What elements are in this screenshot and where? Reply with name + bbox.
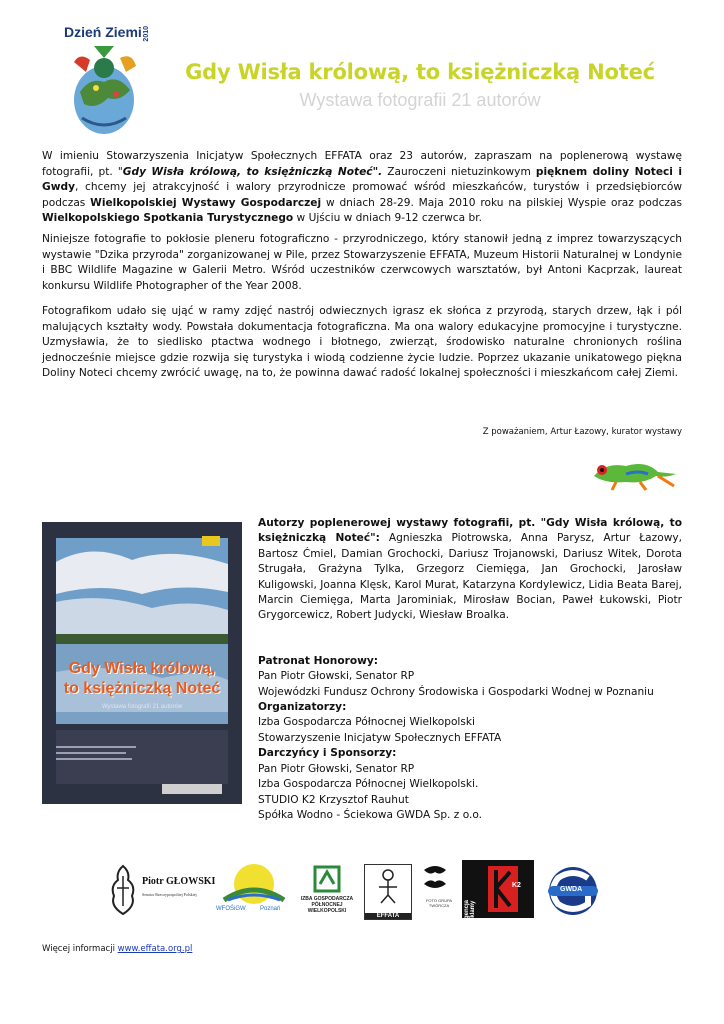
izba-label: IZBA GOSPODARCZA PÓŁNOCNEJ WIELKOPOLSKI (300, 896, 354, 914)
sponsor-item: STUDIO K2 Krzysztof Rauhut (258, 793, 409, 806)
gwda-logo (540, 864, 606, 918)
izba-emblem-icon (312, 864, 342, 894)
effata-label: EFFATA (365, 913, 411, 919)
agencja-label: Agencja reklamy (464, 900, 476, 924)
glowski-name: Piotr GŁOWSKI (142, 876, 216, 887)
page-title: Gdy Wisła królową, to księżniczką Noteć (185, 60, 655, 84)
logo-year: 2010 (143, 26, 150, 42)
glowski-sub: Senator Rzeczypospolitej Polskiej (142, 892, 197, 897)
intro-paragraph-2: Niniejsze fotografie to pokłosie pleneru fotograficzno - przyrodniczego, który stanowił jedną z imprez towarzyszących wystawie "Dzika przyroda" zorganizowanej w Pile, przez Stowarzyszenie EFFATA, Muzeum Historii Naturalnej w Londynie i BBC Wildlife Magazine w Galerii Metro. Wśród uczestników czerwcowych warsztatów, był Antoni Kacprzak, laureat konkursu Wildlife Photographer of the Year 2008. (42, 233, 682, 292)
sponsor-item: Izba Gospodarcza Północnej Wielkopolski. (258, 778, 479, 791)
patronage-item: Pan Piotr Głowski, Senator RP (258, 670, 415, 683)
k2-logo (462, 860, 534, 924)
sponsor-item: Pan Piotr Głowski, Senator RP (258, 762, 415, 775)
poster-title-line-2: to księżniczką Noteć (63, 680, 221, 697)
intro-paragraph-1: W imieniu Stowarzyszenia Inicjatyw Społecznych EFFATA oraz 23 autorów, zapraszam na poplenerową wystawę fotografii, pt. "Gdy Wisła królową, to księżniczką Noteć". Zauroczeni nietuzinkowym pięknem doliny Noteci i Gwdy, chcemy jej atrakcyjność i walory przyrodnicze promować wśród mieszkańców, turystów i przedsiębiorców podczas Wielkopolskiej Wystawy Gospodarczej w dniach 28-29. Maja 2010 roku na pilskiej Wyspie oraz podczas Wielkopolskiego Spotkania Turystycznego w Ujściu w dniach 9-12 czerwca br. (42, 150, 683, 225)
effata-figure-icon (365, 865, 411, 905)
k2-label: K2 (512, 882, 521, 889)
footer-label: Więcej informacji (42, 944, 118, 954)
sponsors-heading: Darczyńcy i Sponsorzy: (258, 747, 397, 760)
patronage-heading: Patronat Honorowy: (258, 654, 379, 667)
credits-column (258, 516, 682, 823)
intro-paragraph-3: Fotografikom udało się ująć w ramy zdjęć nastrój odwiecznych igrasz ek słońca z przyrodą, starych drzew, łąk i pól malujących kształty wody. Powstała dokumentacja fotograficzna. Ma ona walory edukacyjne promocyjne i turystyczne. Uzmysławia, że to siedlisko ptactwa wodnego i błotnego, zwierząt, środowisko naturalne chronionych roślina jednocześnie miejsce gdzie rozwija się turystyka i wiodą codzienne życie ludzie. Poprzez ukazanie unikatowego piękna Doliny Noteci chcemy zwrócić uwagę, na to, że powinna dawać radość lokalnej społeczności i mieszkańcom całej Ziemi. (42, 305, 682, 380)
foto-group-icon (420, 862, 450, 896)
foto-logo (420, 862, 456, 920)
exhibition-poster (42, 522, 242, 804)
wfosigw-logo (214, 860, 294, 922)
organizers-heading: Organizatorzy: (258, 701, 347, 714)
sponsor-logos (108, 860, 608, 922)
wfosigw-label: WFOŚiGW (216, 906, 246, 912)
footer (42, 944, 192, 954)
eagle-crest-icon (108, 862, 138, 918)
signature: Z poważaniem, Artur Łazowy, kurator wystawy (482, 427, 682, 437)
poster-subtitle: Wystawa fotografii 21 autorów (101, 704, 183, 710)
sun-icon (214, 860, 294, 904)
effata-logo (364, 864, 412, 920)
logo-title: Dzień Ziemi (64, 24, 142, 40)
gwda-label: GWDA (560, 886, 583, 893)
authors-paragraph (258, 516, 682, 624)
authors-heading: Autorzy poplenerowej wystawy fotografii, pt. "Gdy Wisła królową, to księżniczką Noteć": (258, 517, 682, 545)
patronage-item: Wojewódzki Fundusz Ochrony Środowiska i Gospodarki Wodnej w Poznaniu (258, 685, 654, 698)
organizer-item: Stowarzyszenie Inicjatyw Społecznych EFFATA (258, 731, 502, 744)
effata-website-link[interactable]: www.effata.org.pl (117, 944, 193, 954)
glowski-logo (108, 860, 216, 922)
izba-logo (296, 860, 358, 922)
wfosigw-city: Poznań (260, 906, 281, 912)
frog-icon (586, 452, 682, 492)
organizer-item: Izba Gospodarcza Północnej Wielkopolski (258, 716, 475, 729)
poster-title-line-1: Gdy Wisła królową, (68, 660, 216, 677)
k2-mark-icon (484, 864, 524, 914)
authors-list: Agnieszka Piotrowska, Anna Parysz, Artur Łazowy, Bartosz Ćmiel, Damian Grochocki, Dariusz Trojanowski, Dariusz Witek, Dorota Strugała, Grażyna Tylka, Grzegorz Ciemięga, Jan Grochocki, Jarosław Kuligowski, Joanna Klęsk, Karol Murat, Katarzyna Kordylewicz, Lidia Beata Barej, Marcin Ciemięga, Marta Jarominiak, Mirosław Bocian, Paweł Łukowski, Piotr Grygorcewicz, Robert Judycki, Wiesław Broalka. (258, 532, 682, 622)
sponsor-item: Spółka Wodno - Ściekowa GWDA Sp. z o.o. (258, 808, 483, 821)
page-subtitle: Wystawa fotografii 21 autorów (299, 90, 541, 110)
foto-label: FOTO GRUPA TWÓRCZA (425, 898, 453, 908)
earth-day-logo (60, 22, 152, 140)
